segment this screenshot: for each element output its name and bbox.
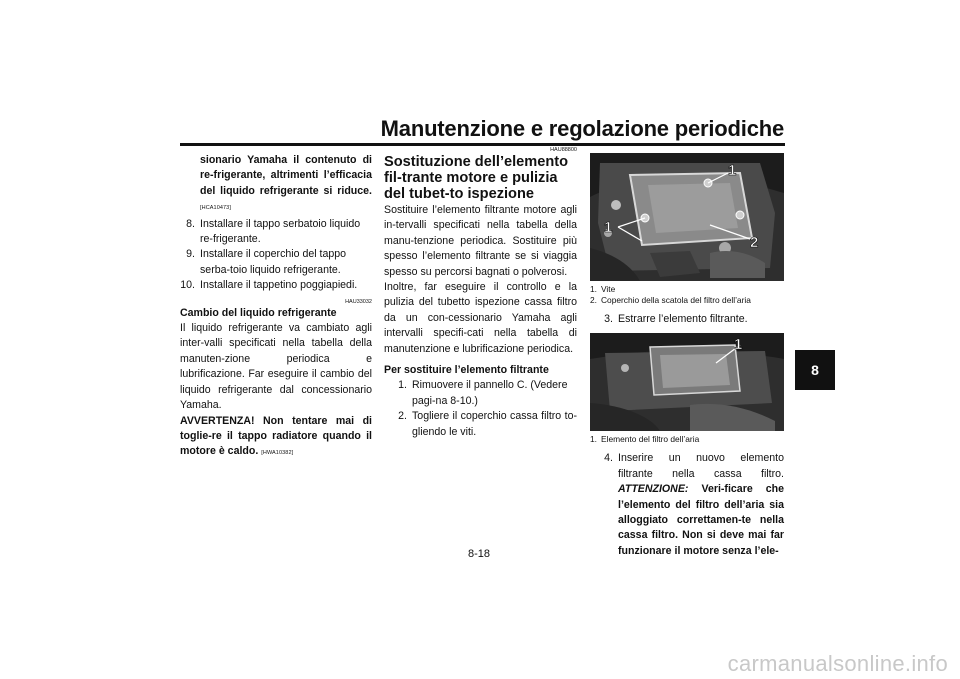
section-code: HAU88800 <box>550 147 577 153</box>
paragraph: Inoltre, far eseguire il controllo e la pulizia del tubetto ispezione cassa filtro da un con-cessionario Yamaha agli intervalli specifi-cati nella tabella di manutenzione e lubrificazione periodica. <box>384 281 577 355</box>
step-item: 2. Togliere il coperchio cassa filtro to-gliendo le viti. <box>398 410 577 438</box>
step-item: 9. Installare il coperchio del tappo serba-toio liquido refrigerante. <box>186 248 347 276</box>
step-item: 4. Inserire un nuovo elemento filtrante nella cassa filtro. ATTENZIONE: Veri-ficare che l’elemento del filtro dell’aria sia alloggiato correttamen-te nella cassa filtro. Non si deve mai far funzionare il motore senza l’ele- <box>604 452 784 557</box>
paragraph: Il liquido refrigerante va cambiato agli inter-valli specificati nella tabella della manuten-zione periodica e lubrificazione. Far eseguire il cambio del liquido refrigerante dal concessionario Yamaha. <box>180 322 372 412</box>
ref-code: [HCA10473] <box>200 205 231 212</box>
subsection-title: Per sostituire l’elemento filtrante <box>384 364 549 377</box>
callout-2: 2 <box>750 234 759 251</box>
callout-1: 1 <box>734 336 743 354</box>
ref-code: [HWA10382] <box>261 450 294 457</box>
watermark: carmanualsonline.info <box>727 651 948 676</box>
section-title: Cambio del liquido refrigerante <box>180 306 337 319</box>
column-middle <box>384 147 577 440</box>
figure-caption: 1. Vite 2. Coperchio della scatola del filtro dell’aria <box>590 284 751 305</box>
column-left <box>180 153 372 462</box>
page-number: 8-18 <box>468 548 491 560</box>
figure-air-filter-element <box>590 333 784 431</box>
warning-text: AVVERTENZA! Non tentare mai di toglie-re il tappo radiatore quando il motore è caldo. [HWA10382] <box>180 414 372 458</box>
step-item: 3. Estrarre l’elemento filtrante. <box>604 313 748 325</box>
chapter-tab: 8 <box>795 350 835 390</box>
air-filter-element-photo <box>590 333 784 431</box>
callout-1: 1 <box>604 219 613 236</box>
paragraph: Sostituire l’elemento filtrante motore agli in-tervalli specificati nella tabella della manu-tenzione periodica. Sostituire più spesso l’elemento filtrante se si viaggia spesso su percorsi bagnati o polverosi. <box>384 204 577 278</box>
column-right <box>590 153 784 559</box>
continued-warning: sionario Yamaha il contenuto di re-frigerante, altrimenti l’efficacia del liquido refrigerante si riduce. [HCA10473] <box>200 154 372 212</box>
figure-caption: 1. Elemento del filtro dell’aria <box>590 434 700 445</box>
attention-label: ATTENZIONE: <box>618 483 689 496</box>
step-item: 8. Installare il tappo serbatoio liquido re-frigerante. <box>186 217 361 246</box>
step-item: 10. Installare il tappetino poggiapiedi. <box>180 279 358 292</box>
callout-1: 1 <box>728 162 737 179</box>
section-code: HAU33032 <box>345 298 372 305</box>
section-title: Sostituzione dell’elemento fil-trante motore e pulizia del tubet-to ispezione <box>384 154 569 202</box>
air-filter-cover-photo <box>590 153 784 281</box>
step-item: 1. Rimuovere il pannello C. (Vedere pagi-na 8-10.) <box>398 379 568 407</box>
page-header-title: Manutenzione e regolazione periodiche <box>380 116 784 141</box>
attention-text: Veri-ficare che l’elemento del filtro dell’aria sia alloggiato correttamen-te nella cassa filtro. Non si deve mai far funzionare il motore senza l’ele- <box>618 483 784 557</box>
figure-air-filter-cover <box>590 153 784 281</box>
